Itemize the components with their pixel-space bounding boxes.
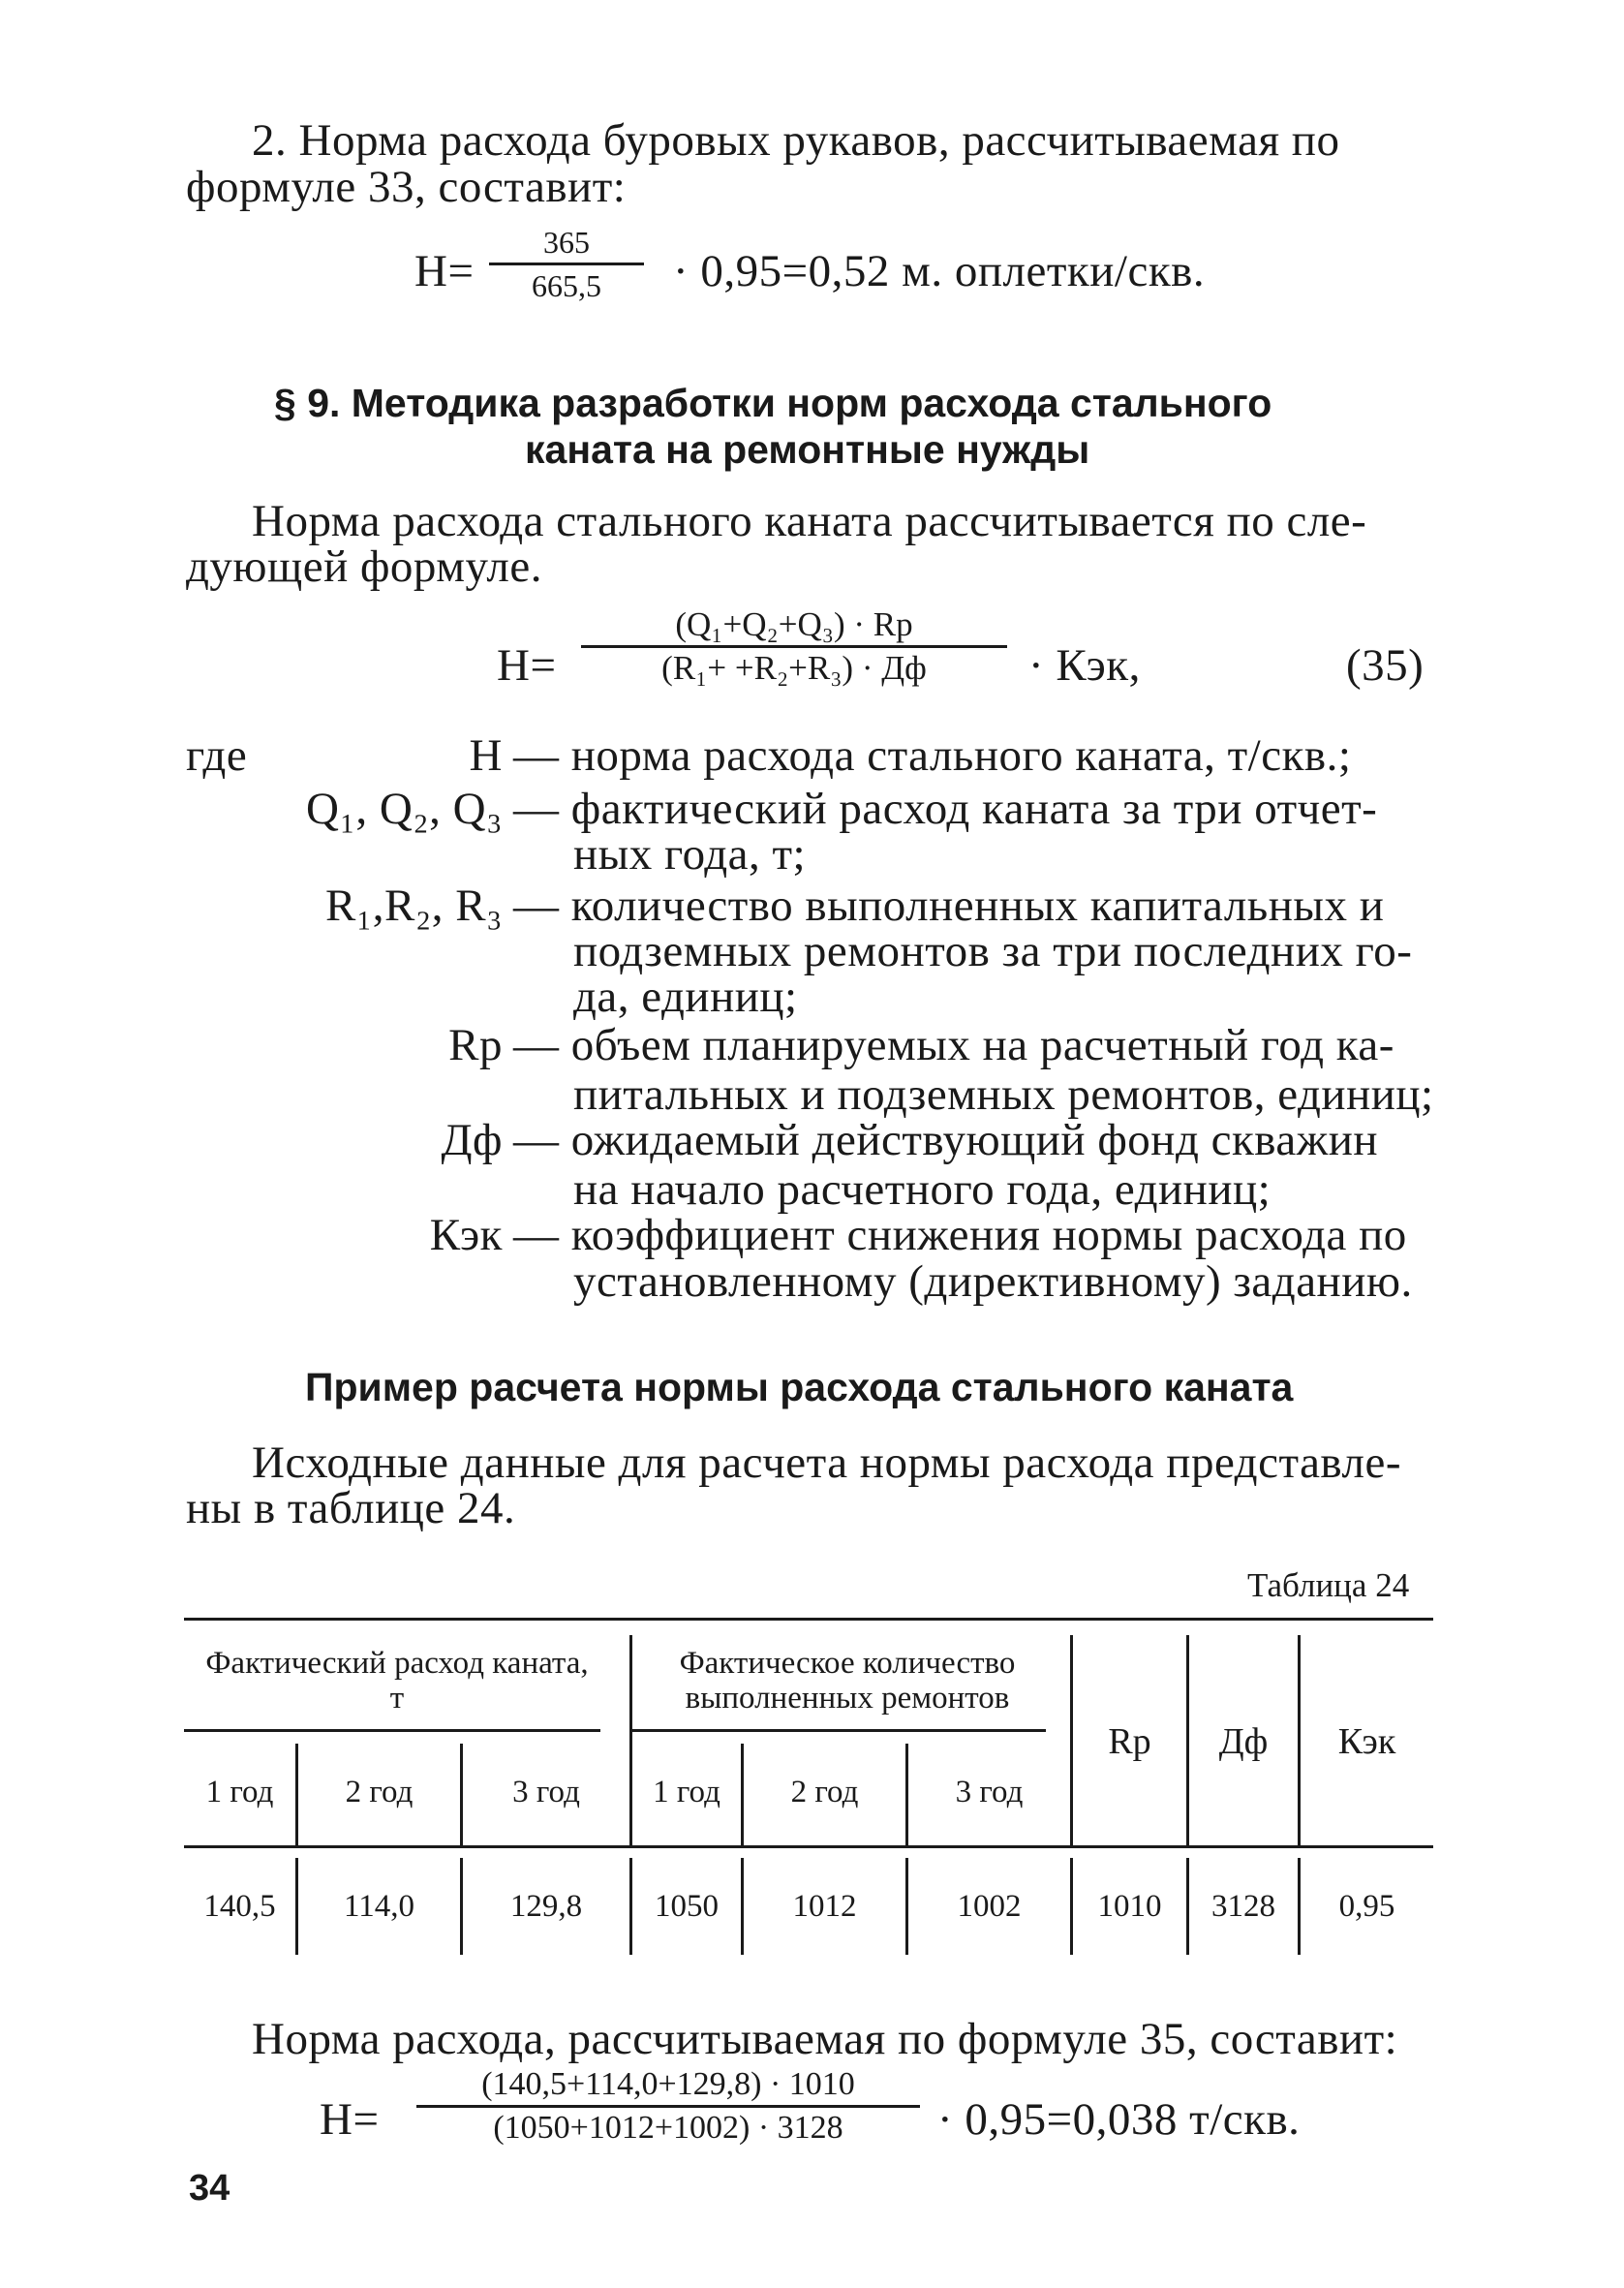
def-sym-h: Н — [469, 730, 503, 781]
table-cell: 0,95 — [1338, 1889, 1395, 1924]
th-group1: Фактический расход каната, т — [205, 1646, 589, 1716]
def-r-line2: подземных ремонтов за три последних го- — [573, 926, 1413, 976]
def-h-line1: — норма расхода стального каната, т/скв.; — [513, 730, 1352, 781]
example-heading: Пример расчета нормы расхода стального каната — [305, 1365, 1294, 1409]
table-cell: 1050 — [655, 1889, 719, 1924]
formula1-numerator: 365 — [543, 225, 590, 260]
table-group1-rule — [184, 1729, 600, 1732]
th-sub: 3 год — [512, 1775, 580, 1809]
formula35-denominator: (R₁+ +R₂+R₃) · Дф — [661, 649, 927, 687]
def-rp-line2: питальных и подземных ремонтов, единиц; — [573, 1069, 1434, 1120]
result-numerator: (140,5+114,0+129,8) · 1010 — [481, 2066, 855, 2102]
def-sym-df: Дф — [441, 1115, 503, 1165]
data-table — [184, 0, 1433, 2288]
page-number: 34 — [189, 2168, 230, 2209]
example-line2: ны в таблице 24. — [186, 1483, 516, 1533]
result-rhs: · 0,95=0,038 т/скв. — [937, 2094, 1301, 2145]
def-r-line1: — количество выполненных капитальных и — [513, 881, 1385, 931]
th-kek: Кэк — [1337, 1720, 1396, 1762]
example-line1: Исходные данные для расчета нормы расхода представле- — [252, 1438, 1401, 1488]
def-df-line1: — ожидаемый действующий фонд скважин — [513, 1115, 1379, 1165]
table-cell: 1012 — [792, 1889, 857, 1924]
result-line: Норма расхода, рассчитываемая по формуле 35, составит: — [252, 2014, 1398, 2064]
def-kek-line1: — коэффициент снижения нормы расхода по — [513, 1210, 1407, 1260]
def-df-line2: на начало расчетного года, единиц; — [573, 1164, 1272, 1215]
th-sub: 3 год — [955, 1775, 1024, 1809]
formula35-numerator: (Q₁+Q₂+Q₃) · Rр — [675, 605, 913, 643]
th-sub: 2 год — [790, 1775, 859, 1809]
section-heading-line2: каната на ремонтные нужды — [525, 427, 1090, 472]
formula1-denominator: 665,5 — [532, 268, 601, 303]
formula35-rhs: · Кэк, — [1028, 640, 1141, 691]
def-kek-line2: установленному (директивному) заданию. — [573, 1256, 1413, 1307]
table-cell: 1002 — [957, 1889, 1022, 1924]
formula35-number: (35) — [1346, 640, 1425, 691]
table-header-rule — [184, 1845, 1433, 1848]
table-cell: 129,8 — [509, 1889, 583, 1924]
table-cell: 1010 — [1097, 1889, 1162, 1924]
para1-line1: 2. Норма расхода буровых рукавов, рассчитываемая по — [252, 115, 1340, 166]
th-sub: 2 год — [345, 1775, 414, 1809]
result-bar — [416, 2105, 920, 2108]
table-cell: 140,5 — [203, 1889, 276, 1924]
table-group2-rule — [629, 1729, 1046, 1732]
th-rp: Rр — [1108, 1720, 1151, 1762]
def-q-line1: — фактический расход каната за три отчет- — [513, 784, 1378, 834]
table-top-rule — [184, 1618, 1433, 1621]
th-sub: 1 год — [205, 1775, 274, 1809]
table-cell: 114,0 — [343, 1889, 415, 1924]
where-label: где — [186, 730, 248, 781]
th-group2: Фактическое количество выполненных ремонтов — [679, 1646, 1016, 1716]
def-sym-r: R₁,R₂, R₃ — [325, 881, 503, 931]
table-cell: 3128 — [1211, 1889, 1275, 1924]
th-df: Дф — [1218, 1720, 1269, 1762]
def-rp-line1: — объем планируемых на расчетный год ка- — [513, 1020, 1394, 1070]
def-sym-rp: Rр — [448, 1020, 503, 1070]
result-fraction — [416, 2068, 920, 2145]
para2-line1: Норма расхода стального каната рассчитывается по сле- — [252, 496, 1367, 546]
formula35-lhs: Н= — [497, 640, 557, 691]
def-sym-kek: Кэк — [429, 1210, 503, 1260]
formula1-rhs: · 0,95=0,52 м. оплетки/скв. — [673, 246, 1206, 296]
formula1-lhs: Н= — [414, 246, 475, 296]
result-lhs: Н= — [320, 2094, 380, 2145]
table-caption: Таблица 24 — [1247, 1566, 1410, 1604]
result-denominator: (1050+1012+1002) · 3128 — [493, 2110, 843, 2146]
section-heading-line1: § 9. Методика разработки норм расхода стального — [274, 381, 1272, 425]
th-sub: 1 год — [653, 1775, 720, 1809]
para1-line2: формуле 33, составит: — [186, 162, 627, 212]
def-sym-q: Q₁, Q₂, Q₃ — [306, 784, 503, 834]
def-r-line3: да, единиц; — [573, 972, 798, 1022]
para2-line2: дующей формуле. — [186, 541, 542, 592]
def-q-line2: ных года, т; — [573, 829, 807, 880]
